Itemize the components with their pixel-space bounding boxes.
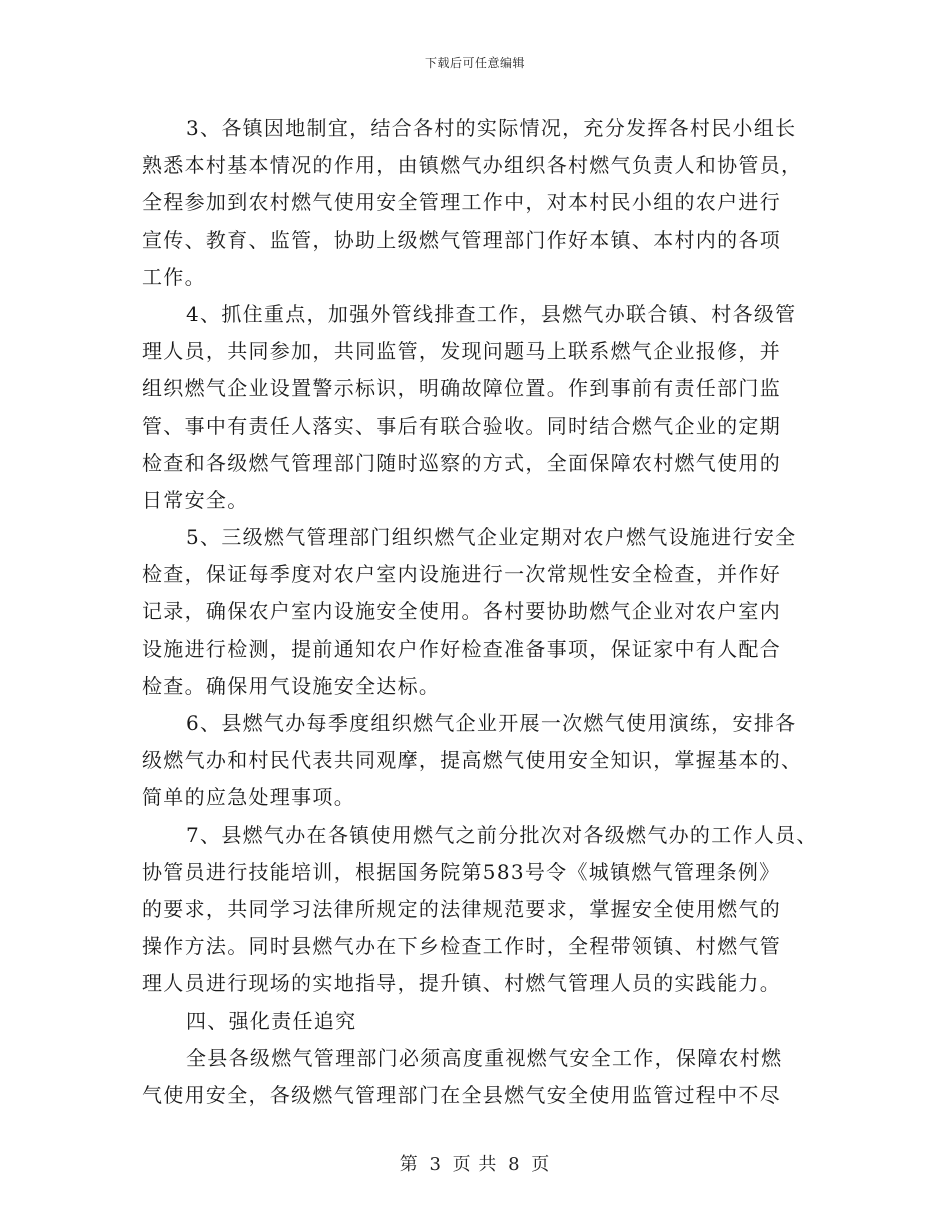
paragraph-8-line-1: 全县各级燃气管理部门必须高度重视燃气安全工作，保障农村燃 — [186, 1045, 783, 1070]
paragraph-3-line-2: 熟悉本村基本情况的作用，由镇燃气办组织各村燃气负责人和协管员， — [142, 153, 803, 178]
paragraph-6-line-1: 6、县燃气办每季度组织燃气企业开展一次燃气使用演练，安排各 — [186, 711, 797, 735]
page-suffix: 页 — [531, 1154, 551, 1175]
paragraph-7-line-1: 7、县燃气办在各镇使用燃气之前分批次对各级燃气办的工作人员、 — [186, 822, 818, 847]
paragraph-3-line-4: 宣传、教育、监管，协助上级燃气管理部门作好本镇、本村内的各项 — [142, 227, 781, 252]
total-page-number: 8 — [508, 1154, 521, 1175]
page-prefix: 第 — [399, 1154, 419, 1175]
paragraph-4-line-5: 检查和各级燃气管理部门随时巡察的方式，全面保障农村燃气使用的 — [142, 450, 781, 475]
page-middle-text: 页 共 — [452, 1154, 498, 1175]
paragraph-5-line-5: 检查。确保用气设施安全达标。 — [142, 673, 441, 698]
document-body — [142, 110, 822, 1114]
paragraph-7-line-4: 操作方法。同时县燃气办在下乡检查工作时，全程带领镇、村燃气管 — [142, 934, 781, 959]
page-header: 下载后可任意编辑 — [424, 56, 525, 70]
paragraph-7-line-2: 协管员进行技能培训，根据国务院第583号令《城镇燃气管理条例》 — [142, 859, 781, 884]
paragraph-4-line-4: 管、事中有责任人落实、事后有联合验收。同时结合燃气企业的定期 — [142, 413, 781, 438]
section-heading: 四、强化责任追究 — [186, 1008, 357, 1033]
paragraph-4-line-2: 理人员，共同参加，共同监管，发现问题马上联系燃气企业报修，并 — [142, 339, 781, 364]
current-page-number: 3 — [429, 1154, 442, 1175]
paragraph-3-line-3: 全程参加到农村燃气使用安全管理工作中，对本村民小组的农户进行 — [142, 190, 781, 215]
paragraph-7-line-3: 的要求，共同学习法律所规定的法律规范要求，掌握安全使用燃气的 — [142, 896, 781, 921]
paragraph-5-line-1: 5、三级燃气管理部门组织燃气企业定期对农户燃气设施进行安全 — [186, 525, 797, 550]
paragraph-3-line-5: 工作。 — [142, 264, 206, 289]
paragraph-5-line-3: 记录，确保农户室内设施安全使用。各村要协助燃气企业对农户室内 — [142, 599, 781, 624]
paragraph-4-line-1: 4、抓住重点，加强外管线排查工作，县燃气办联合镇、村各级管 — [186, 301, 797, 326]
paragraph-6-line-3: 简单的应急处理事项。 — [142, 785, 355, 810]
page-footer — [0, 1150, 950, 1176]
paragraph-4-line-3: 组织燃气企业设置警示标识，明确故障位置。作到事前有责任部门监 — [142, 376, 781, 401]
paragraph-8-line-2: 气使用安全，各级燃气管理部门在全县燃气安全使用监管过程中不尽 — [142, 1082, 781, 1107]
paragraph-5-line-4: 设施进行检测，提前通知农户作好检查准备事项，保证家中有人配合 — [142, 636, 781, 661]
paragraph-3-line-1: 3、各镇因地制宜，结合各村的实际情况，充分发挥各村民小组长 — [186, 116, 797, 140]
paragraph-7-line-5: 理人员进行现场的实地指导，提升镇、村燃气管理人员的实践能力。 — [142, 971, 781, 996]
paragraph-4-line-6: 日常安全。 — [142, 487, 249, 512]
paragraph-5-line-2: 检查，保证每季度对农户室内设施进行一次常规性安全检查，并作好 — [142, 562, 781, 587]
paragraph-6-line-2: 级燃气办和村民代表共同观摩，提高燃气使用安全知识，掌握基本的、 — [142, 748, 803, 773]
